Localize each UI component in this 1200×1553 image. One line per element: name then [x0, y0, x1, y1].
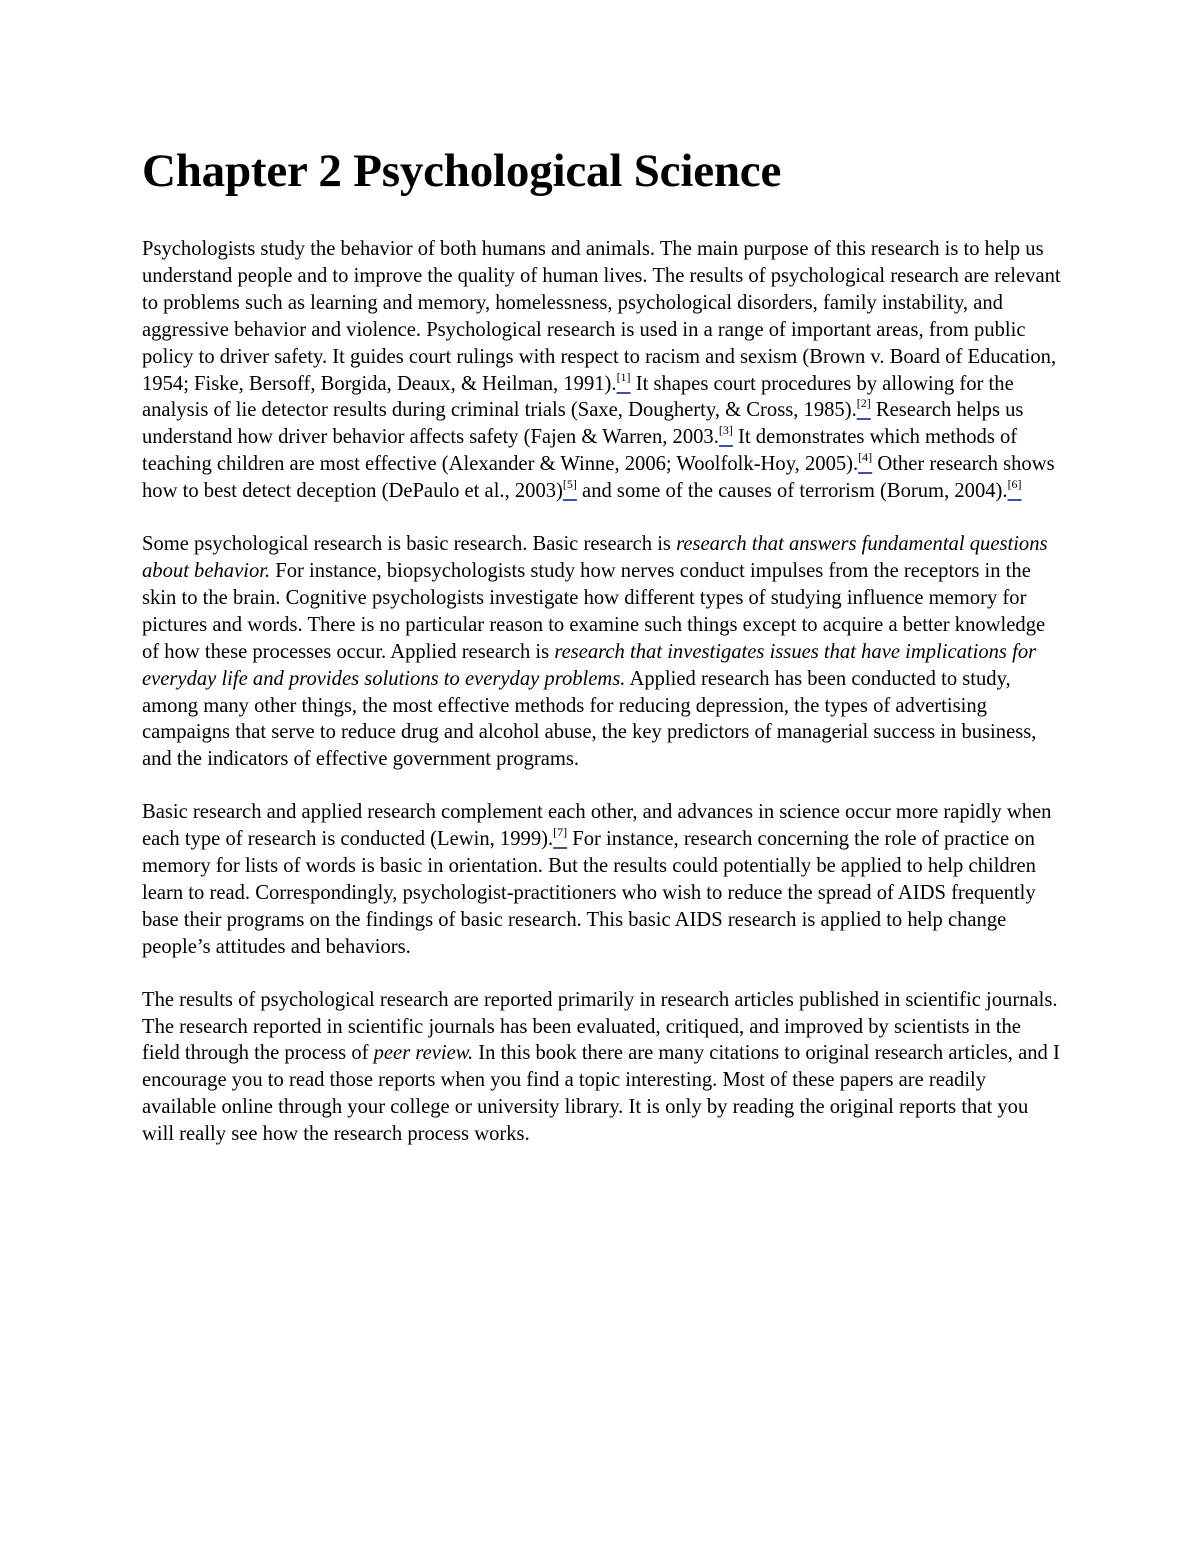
page-title: Chapter 2 Psychological Science — [142, 145, 782, 197]
text-segment: For instance, research concerning the role of practice on memory for lists of words is basic in orientation. But the results could potentially be applied to help children learn to read. Correspondingly, psychologist-practitioners who wish to reduce the spread of AIDS frequently base their programs on the findings of basic research. This basic AIDS research is applied to help change people’s attitudes and behaviors. — [142, 828, 1036, 958]
text-segment: Some psychological research is basic research. Basic research is — [142, 533, 677, 556]
text-segment: It shapes court procedures by allowing for the analysis of lie detector results during criminal trials (Saxe, Dougherty, & Cross, 1985). — [142, 372, 1014, 422]
text-segment: For instance, biopsychologists study how nerves conduct impulses from the receptors in the skin to the brain. Cognitive psychologists investigate how different types of studying influence memory for pictures and words. There is no particular reason to examine such things except to acquire a better knowledge of how these processes occur. Applied research is — [142, 559, 1046, 663]
text-segment: Other research shows how to best detect deception (DePaulo et al., 2003) — [142, 453, 1055, 503]
paragraph-results — [142, 987, 1062, 1148]
text-segment: It demonstrates which methods of teaching children are most effective (Alexander & Winne, 2006; Woolfolk-Hoy, 2005). — [142, 426, 1018, 476]
text-segment: Psychologists study the behavior of both humans and animals. The main purpose of this research is to help us understand people and to improve the quality of human lives. The results of psychological research are relevant to problems such as learning and memory, homelessness, psychological disorders, family instability, and aggressive behavior and violence. Psychological research is used in a range of important areas, from public policy to driver safety. It guides court rulings with respect to racism and sexism (Brown v. Board of Education, 1954; Fiske, Bersoff, Borgida, Deaux, & Heilman, 1991). — [142, 238, 1061, 395]
footnote-link-7[interactable]: [7] — [553, 825, 568, 840]
term-peer-review: peer review. — [373, 1042, 474, 1065]
footnote-link-4[interactable]: [4] — [858, 450, 873, 465]
text-segment: and some of the causes of terrorism (Borum, 2004). — [576, 480, 1008, 503]
paragraph-intro — [142, 236, 1062, 505]
footnote-link-5[interactable]: [5] — [562, 477, 577, 492]
definition-basic-research: research that answers fundamental questions about behavior. — [142, 533, 1048, 582]
definition-applied-research: research that investigates issues that have implications for everyday life and provides solutions to everyday problems. — [142, 640, 1037, 690]
text-segment: Applied research has been conducted to study, among many other things, the most effective methods for reducing depression, the types of advertising campaigns that serve to reduce drug and alcohol abuse, the key predictors of managerial success in business, and the indicators of effective government programs. — [142, 667, 1037, 771]
text-segment: Basic research and applied research complement each other, and advances in science occur more rapidly when each type of research is conducted (Lewin, 1999). — [142, 801, 1052, 851]
text-segment: In this book there are many citations to original research articles, and I encourage you to read those reports when you find a topic interesting. Most of these papers are readily available online through your college or university library. It is only by reading the original reports that you will really see how the research process works. — [142, 1042, 1060, 1146]
text-segment: The results of psychological research are reported primarily in research articles published in scientific journals. The research reported in scientific journals has been evaluated, critiqued, and improved by scientists in the field through the process of — [142, 988, 1058, 1065]
document-page — [142, 140, 1062, 1174]
footnote-link-1[interactable]: [1] — [616, 369, 631, 384]
paragraph-basic-applied — [142, 531, 1062, 773]
footnote-link-3[interactable]: [3] — [718, 423, 733, 438]
footnote-link-2[interactable]: [2] — [856, 396, 871, 411]
text-segment: Research helps us understand how driver behavior affects safety (Fajen & Warren, 2003. — [142, 399, 1024, 449]
paragraph-complement — [142, 799, 1062, 960]
footnote-link-6[interactable]: [6] — [1007, 477, 1022, 492]
